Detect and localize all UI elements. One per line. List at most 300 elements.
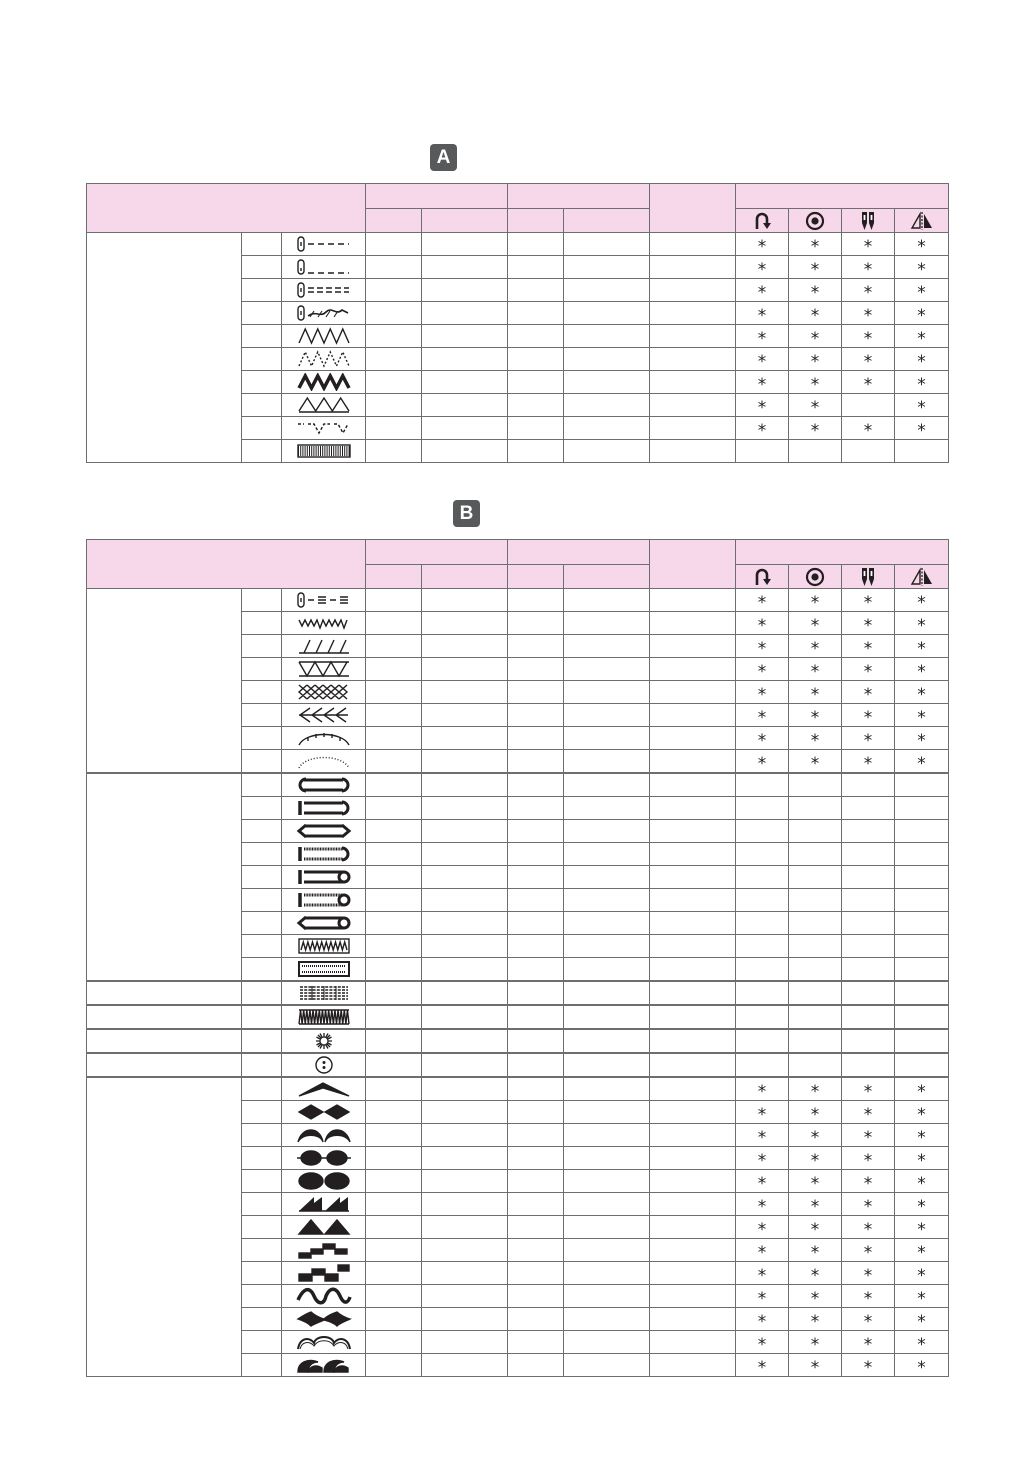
satin-oval-icon (296, 1172, 352, 1190)
function-mark-cell (895, 440, 949, 463)
function-mark-cell (842, 1262, 895, 1285)
mirror-icon (910, 211, 934, 231)
foot-cell (650, 797, 736, 820)
length-auto-cell (508, 1101, 564, 1124)
table-row (87, 1029, 949, 1053)
function-mark-cell (789, 1077, 842, 1101)
table-row (87, 1077, 949, 1101)
width-manual-cell (422, 704, 508, 727)
width-manual-cell (422, 256, 508, 279)
function-mark-cell (895, 681, 949, 704)
width-auto-cell (366, 889, 422, 912)
function-mark-cell (789, 958, 842, 982)
width-auto-cell (366, 681, 422, 704)
group-label-cell (87, 981, 242, 1005)
asterisk-mark: * (863, 259, 873, 280)
asterisk-mark: * (917, 1265, 926, 1286)
header-width-cell (366, 540, 508, 565)
length-manual-cell (564, 635, 650, 658)
asterisk-mark: * (757, 282, 767, 303)
width-manual-cell (422, 820, 508, 843)
function-mark-cell (895, 958, 949, 982)
table-row (87, 589, 949, 612)
length-manual-cell (564, 302, 650, 325)
function-mark-cell (895, 912, 949, 935)
foot-cell (650, 889, 736, 912)
stem-stitch-icon (296, 304, 352, 322)
asterisk-mark: * (863, 1196, 873, 1217)
arc-dotted-stitch-icon (296, 752, 352, 770)
length-auto-cell (508, 1170, 564, 1193)
stitch-number-cell (242, 302, 282, 325)
length-manual-cell (564, 1005, 650, 1029)
triangle-overlock-icon (296, 660, 352, 678)
length-auto-cell (508, 889, 564, 912)
header-icon-cell (895, 565, 949, 589)
header-stitch-cell (87, 540, 366, 589)
function-mark-cell (789, 981, 842, 1005)
function-mark-cell (736, 1053, 789, 1077)
asterisk-mark: * (757, 1150, 767, 1171)
header-icon-cell (736, 209, 789, 233)
function-mark-cell (736, 1147, 789, 1170)
asterisk-mark: * (757, 707, 767, 728)
function-mark-cell (842, 589, 895, 612)
length-manual-cell (564, 1262, 650, 1285)
asterisk-mark: * (810, 684, 820, 705)
length-auto-cell (508, 371, 564, 394)
stitch-icon-cell (282, 773, 366, 797)
asterisk-mark: * (757, 661, 767, 682)
function-mark-cell (736, 958, 789, 982)
length-manual-cell (564, 1170, 650, 1193)
width-manual-cell (422, 1308, 508, 1331)
asterisk-mark: * (810, 1150, 820, 1171)
foot-cell (650, 371, 736, 394)
satin-step-icon (296, 1241, 352, 1259)
foot-cell (650, 612, 736, 635)
width-manual-cell (422, 1331, 508, 1354)
function-mark-cell (895, 843, 949, 866)
stitch-number-cell (242, 1354, 282, 1377)
foot-cell (650, 935, 736, 958)
foot-cell (650, 750, 736, 774)
width-manual-cell (422, 1124, 508, 1147)
width-auto-cell (366, 635, 422, 658)
length-auto-cell (508, 935, 564, 958)
asterisk-mark: * (757, 1104, 767, 1125)
stitch-number-cell (242, 912, 282, 935)
width-manual-cell (422, 279, 508, 302)
stitch-number-cell (242, 935, 282, 958)
stitch-icon-cell (282, 797, 366, 820)
function-mark-cell (895, 233, 949, 256)
length-manual-cell (564, 348, 650, 371)
width-manual-cell (422, 866, 508, 889)
length-auto-cell (508, 1124, 564, 1147)
width-auto-cell (366, 371, 422, 394)
length-auto-cell (508, 1077, 564, 1101)
length-auto-cell (508, 417, 564, 440)
function-mark-cell (789, 1331, 842, 1354)
width-manual-cell (422, 1029, 508, 1053)
foot-cell (650, 1077, 736, 1101)
header-icon-cell (789, 565, 842, 589)
width-auto-cell (366, 1193, 422, 1216)
stitch-number-cell (242, 1308, 282, 1331)
length-manual-cell (564, 658, 650, 681)
stitch-icon-cell (282, 1101, 366, 1124)
lock-stitch-icon (805, 567, 825, 587)
width-manual-cell (422, 612, 508, 635)
function-mark-cell (736, 820, 789, 843)
bartack-zigzag-icon (296, 1008, 352, 1026)
stitch-number-cell (242, 371, 282, 394)
zigzag-stitch-icon (296, 327, 352, 345)
foot-cell (650, 958, 736, 982)
stitch-icon-cell (282, 635, 366, 658)
stitch-icon-cell (282, 1216, 366, 1239)
asterisk-mark: * (810, 1173, 820, 1194)
satin-diamond-icon (296, 1103, 352, 1121)
asterisk-mark: * (810, 259, 820, 280)
stitch-icon-cell (282, 704, 366, 727)
foot-cell (650, 981, 736, 1005)
width-auto-cell (366, 1285, 422, 1308)
function-mark-cell (895, 325, 949, 348)
darning-stitch-icon (296, 984, 352, 1002)
length-auto-cell (508, 1029, 564, 1053)
function-mark-cell (895, 866, 949, 889)
length-auto-cell (508, 589, 564, 612)
function-mark-cell (895, 371, 949, 394)
length-manual-cell (564, 1101, 650, 1124)
asterisk-mark: * (810, 1104, 820, 1125)
length-manual-cell (564, 1124, 650, 1147)
asterisk-mark: * (757, 351, 767, 372)
bartack-stitch-icon (296, 442, 352, 460)
width-auto-cell (366, 1053, 422, 1077)
function-mark-cell (895, 1262, 949, 1285)
function-mark-cell (842, 750, 895, 774)
function-mark-cell (789, 417, 842, 440)
width-manual-cell (422, 727, 508, 750)
function-mark-cell (842, 279, 895, 302)
stitch-number-cell (242, 866, 282, 889)
stitch-icon-cell (282, 1193, 366, 1216)
stitch-number-cell (242, 440, 282, 463)
stitch-number-cell (242, 1239, 282, 1262)
header-length-auto-cell (508, 209, 564, 233)
satin-wave-icon (296, 1287, 352, 1305)
width-auto-cell (366, 1216, 422, 1239)
section-badge-a: A (430, 144, 457, 171)
width-manual-cell (422, 348, 508, 371)
function-mark-cell (895, 1101, 949, 1124)
function-mark-cell (736, 1170, 789, 1193)
width-auto-cell (366, 1239, 422, 1262)
width-manual-cell (422, 1147, 508, 1170)
stitch-icon-cell (282, 658, 366, 681)
stitch-number-cell (242, 820, 282, 843)
feather-stitch-icon (296, 706, 352, 724)
length-auto-cell (508, 1005, 564, 1029)
width-manual-cell (422, 843, 508, 866)
length-auto-cell (508, 1354, 564, 1377)
foot-cell (650, 1170, 736, 1193)
header-icon-cell (842, 209, 895, 233)
function-mark-cell (842, 1147, 895, 1170)
function-mark-cell (736, 935, 789, 958)
function-mark-cell (736, 750, 789, 774)
asterisk-mark: * (757, 730, 767, 751)
header-row (87, 184, 949, 209)
length-auto-cell (508, 981, 564, 1005)
width-manual-cell (422, 1101, 508, 1124)
asterisk-mark: * (917, 282, 926, 303)
width-manual-cell (422, 1077, 508, 1101)
overcast-triangle-icon (296, 396, 352, 414)
function-mark-cell (736, 1285, 789, 1308)
function-mark-cell (895, 394, 949, 417)
function-mark-cell (736, 704, 789, 727)
stitch-number-cell (242, 958, 282, 982)
function-mark-cell (842, 417, 895, 440)
stitch-icon-cell (282, 1029, 366, 1053)
function-mark-cell (842, 704, 895, 727)
asterisk-mark: * (863, 592, 873, 613)
buttonhole-stretch-icon (296, 937, 352, 955)
stitch-number-cell (242, 1285, 282, 1308)
width-manual-cell (422, 1354, 508, 1377)
stitch-icon-cell (282, 866, 366, 889)
foot-cell (650, 658, 736, 681)
function-mark-cell (789, 635, 842, 658)
asterisk-mark: * (917, 1127, 926, 1148)
function-mark-cell (895, 1285, 949, 1308)
function-mark-cell (895, 727, 949, 750)
stitch-icon-cell (282, 1077, 366, 1101)
asterisk-mark: * (863, 1127, 873, 1148)
function-mark-cell (736, 1077, 789, 1101)
length-manual-cell (564, 417, 650, 440)
stitch-icon-cell (282, 843, 366, 866)
function-mark-cell (789, 279, 842, 302)
header-length-cell (508, 540, 650, 565)
group-label-cell (87, 589, 242, 774)
function-mark-cell (842, 1124, 895, 1147)
width-auto-cell (366, 1077, 422, 1101)
asterisk-mark: * (810, 328, 820, 349)
blind-hem-stitch-icon (296, 419, 352, 437)
function-mark-cell (789, 589, 842, 612)
width-manual-cell (422, 1170, 508, 1193)
width-manual-cell (422, 417, 508, 440)
header-length-cell (508, 184, 650, 209)
asterisk-mark: * (863, 1173, 873, 1194)
asterisk-mark: * (917, 236, 926, 257)
header-length-auto-cell (508, 565, 564, 589)
function-mark-cell (736, 1331, 789, 1354)
asterisk-mark: * (757, 1265, 767, 1286)
function-mark-cell (736, 1193, 789, 1216)
asterisk-mark: * (917, 420, 926, 441)
function-mark-cell (736, 417, 789, 440)
function-mark-cell (736, 635, 789, 658)
asterisk-mark: * (810, 1081, 820, 1102)
function-mark-cell (736, 1029, 789, 1053)
function-mark-cell (736, 1354, 789, 1377)
function-mark-cell (842, 727, 895, 750)
length-manual-cell (564, 1354, 650, 1377)
function-mark-cell (842, 1285, 895, 1308)
function-mark-cell (895, 935, 949, 958)
length-manual-cell (564, 1331, 650, 1354)
function-mark-cell (895, 1053, 949, 1077)
asterisk-mark: * (917, 707, 926, 728)
length-auto-cell (508, 658, 564, 681)
stitch-icon-cell (282, 1239, 366, 1262)
asterisk-mark: * (757, 753, 767, 774)
function-mark-cell (895, 1077, 949, 1101)
width-manual-cell (422, 1239, 508, 1262)
function-mark-cell (895, 1239, 949, 1262)
asterisk-mark: * (917, 661, 926, 682)
length-auto-cell (508, 866, 564, 889)
width-manual-cell (422, 1005, 508, 1029)
asterisk-mark: * (863, 328, 873, 349)
length-auto-cell (508, 820, 564, 843)
width-manual-cell (422, 325, 508, 348)
function-mark-cell (789, 889, 842, 912)
asterisk-mark: * (917, 638, 926, 659)
straight-bar-stitch-icon (296, 591, 352, 609)
foot-cell (650, 302, 736, 325)
buttonhole-pointed-icon (296, 822, 352, 840)
asterisk-mark: * (757, 1242, 767, 1263)
foot-cell (650, 233, 736, 256)
satin-scallop-icon (296, 1333, 352, 1351)
length-auto-cell (508, 681, 564, 704)
asterisk-mark: * (757, 397, 767, 418)
asterisk-mark: * (863, 730, 873, 751)
stitch-number-cell (242, 1101, 282, 1124)
asterisk-mark: * (757, 684, 767, 705)
stitch-number-cell (242, 704, 282, 727)
function-mark-cell (789, 1216, 842, 1239)
header-functions-cell (736, 540, 949, 565)
function-mark-cell (895, 1331, 949, 1354)
asterisk-mark: * (757, 259, 767, 280)
asterisk-mark: * (810, 305, 820, 326)
function-mark-cell (842, 658, 895, 681)
function-mark-cell (736, 889, 789, 912)
foot-cell (650, 1029, 736, 1053)
stitch-number-cell (242, 1029, 282, 1053)
function-mark-cell (736, 348, 789, 371)
function-mark-cell (895, 773, 949, 797)
function-mark-cell (789, 1193, 842, 1216)
header-icon-cell (789, 209, 842, 233)
width-auto-cell (366, 1101, 422, 1124)
function-mark-cell (895, 750, 949, 774)
asterisk-mark: * (863, 351, 873, 372)
asterisk-mark: * (917, 259, 926, 280)
asterisk-mark: * (810, 1196, 820, 1217)
function-mark-cell (736, 589, 789, 612)
length-manual-cell (564, 750, 650, 774)
foot-cell (650, 325, 736, 348)
buttonhole-keyhole-square-icon (296, 891, 352, 909)
width-manual-cell (422, 750, 508, 774)
triple-straight-stitch-icon (296, 281, 352, 299)
asterisk-mark: * (917, 1173, 926, 1194)
width-auto-cell (366, 589, 422, 612)
foot-cell (650, 681, 736, 704)
length-manual-cell (564, 866, 650, 889)
function-mark-cell (895, 658, 949, 681)
width-auto-cell (366, 1124, 422, 1147)
asterisk-mark: * (863, 1265, 873, 1286)
function-mark-cell (736, 1239, 789, 1262)
asterisk-mark: * (757, 615, 767, 636)
foot-cell (650, 1005, 736, 1029)
function-mark-cell (789, 935, 842, 958)
satin-checker-icon (296, 1264, 352, 1282)
asterisk-mark: * (810, 1127, 820, 1148)
asterisk-mark: * (757, 1288, 767, 1309)
function-mark-cell (736, 302, 789, 325)
group-label-cell (87, 1005, 242, 1029)
length-manual-cell (564, 1029, 650, 1053)
function-mark-cell (789, 727, 842, 750)
function-mark-cell (842, 325, 895, 348)
header-width-auto-cell (366, 209, 422, 233)
stitch-icon-cell (282, 1170, 366, 1193)
asterisk-mark: * (917, 374, 926, 395)
function-mark-cell (895, 1005, 949, 1029)
stitch-number-cell (242, 417, 282, 440)
stitch-number-cell (242, 1053, 282, 1077)
asterisk-mark: * (757, 1196, 767, 1217)
function-mark-cell (895, 635, 949, 658)
length-auto-cell (508, 912, 564, 935)
stitch-icon-cell (282, 1308, 366, 1331)
asterisk-mark: * (917, 1357, 926, 1378)
asterisk-mark: * (917, 753, 926, 774)
satin-oval-dot-icon (296, 1149, 352, 1167)
stitch-icon-cell (282, 371, 366, 394)
width-auto-cell (366, 440, 422, 463)
asterisk-mark: * (863, 661, 873, 682)
group-label-cell (87, 773, 242, 981)
length-auto-cell (508, 797, 564, 820)
foot-cell (650, 1147, 736, 1170)
width-auto-cell (366, 797, 422, 820)
asterisk-mark: * (810, 592, 820, 613)
asterisk-mark: * (863, 707, 873, 728)
stitch-number-cell (242, 1216, 282, 1239)
length-auto-cell (508, 1216, 564, 1239)
function-mark-cell (842, 1354, 895, 1377)
width-auto-cell (366, 727, 422, 750)
function-mark-cell (736, 371, 789, 394)
function-mark-cell (895, 612, 949, 635)
asterisk-mark: * (863, 1242, 873, 1263)
function-mark-cell (789, 866, 842, 889)
stitch-icon-cell (282, 325, 366, 348)
function-mark-cell (736, 981, 789, 1005)
